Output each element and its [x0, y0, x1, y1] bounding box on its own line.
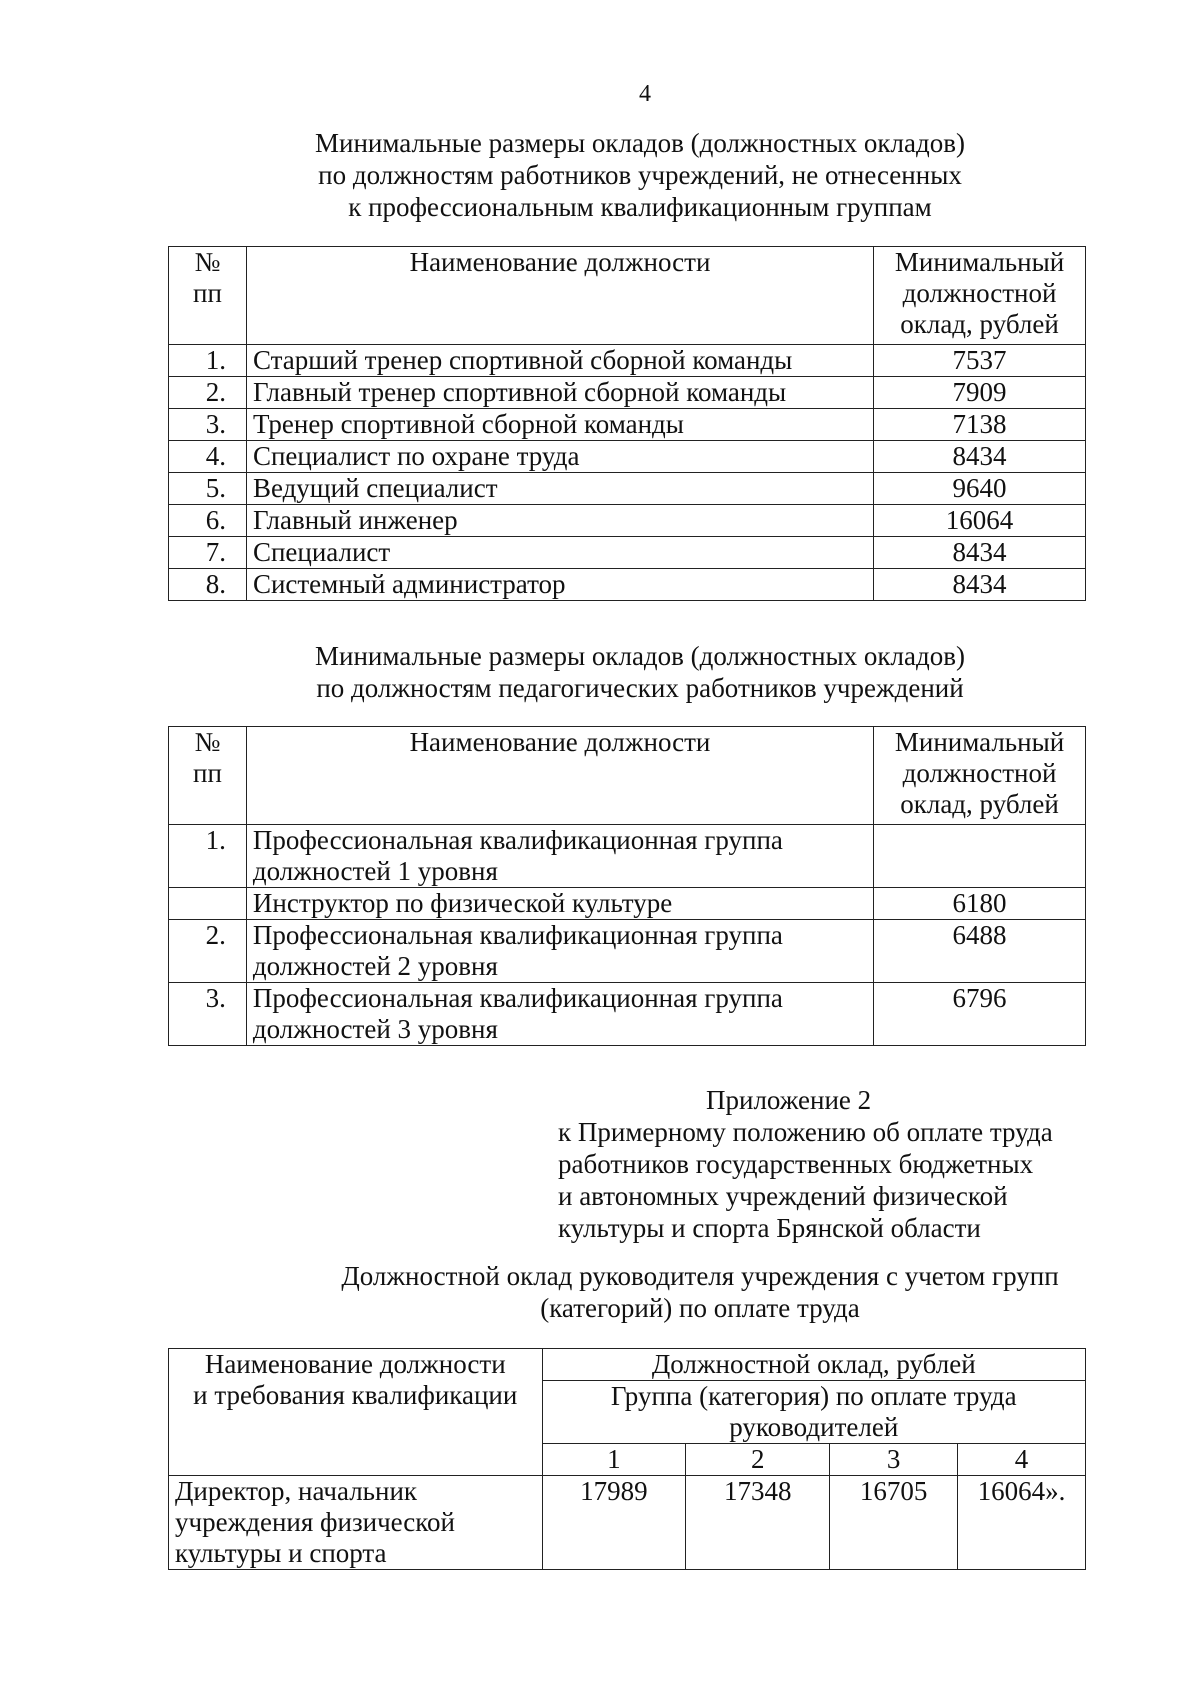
row-name: [169, 1476, 543, 1570]
section3-title: [200, 1260, 1200, 1324]
row-num: 3.: [169, 983, 247, 1046]
row-num: 1.: [169, 345, 247, 377]
row-name-line: Директор, начальник: [175, 1476, 418, 1506]
row-name: Главный инженер: [246, 505, 873, 537]
row-name: Специалист по охране труда: [246, 441, 873, 473]
header-num-line: №: [194, 247, 221, 277]
appendix-title: Приложение 2: [706, 1085, 872, 1115]
section1-title: [170, 127, 1110, 223]
header-salary-line: Минимальный: [894, 247, 1065, 277]
header-group-2: 2: [686, 1444, 830, 1476]
row-salary-group-4: 16064».: [958, 1476, 1086, 1570]
row-name: Старший тренер спортивной сборной команды: [246, 345, 873, 377]
table-row: [169, 473, 1086, 505]
row-num: 5.: [169, 473, 247, 505]
row-salary-group-3: 16705: [830, 1476, 958, 1570]
appendix-line: к Примерному положению об оплате труда: [558, 1117, 1053, 1147]
row-salary: 6796: [874, 983, 1086, 1046]
row-name: Ведущий специалист: [246, 473, 873, 505]
appendix-line: работников государственных бюджетных: [558, 1149, 1034, 1179]
row-salary: 7138: [874, 409, 1086, 441]
header-salary-line: должностной: [902, 278, 1057, 308]
row-salary: 8434: [874, 441, 1086, 473]
row-num: 4.: [169, 441, 247, 473]
row-name-line: должностей 3 уровня: [252, 1014, 498, 1044]
table-header-row: [169, 727, 1086, 825]
table-row: [169, 505, 1086, 537]
row-name: [246, 825, 873, 888]
header-group-line: Группа (категория) по оплате труда: [610, 1381, 1017, 1411]
section2-title: [170, 640, 1110, 704]
row-salary: 16064: [874, 505, 1086, 537]
header-name: [169, 1349, 543, 1476]
row-num: 6.: [169, 505, 247, 537]
row-num: 7.: [169, 537, 247, 569]
row-name: [246, 888, 873, 920]
title-line: по должностям педагогических работников учреждений: [316, 673, 964, 703]
row-name-line: должностей 2 уровня: [252, 951, 498, 981]
title-line: к профессиональным квалификационным группам: [348, 192, 932, 222]
row-name-line: Профессиональная квалификационная группа: [252, 825, 783, 855]
title-line: Должностной оклад руководителя учреждения с учетом групп: [341, 1261, 1059, 1291]
row-salary-group-2: 17348: [686, 1476, 830, 1570]
row-num: 8.: [169, 569, 247, 601]
appendix-line: и автономных учреждений физической: [558, 1181, 1008, 1211]
header-name: Наименование должности: [246, 247, 873, 345]
header-salary-line: оклад, рублей: [900, 789, 1059, 819]
table-row: [169, 537, 1086, 569]
header-group-line: руководителей: [729, 1412, 899, 1442]
row-name-line: учреждения физической: [175, 1507, 455, 1537]
header-name: Наименование должности: [246, 727, 873, 825]
title-line: (категорий) по оплате труда: [540, 1293, 860, 1323]
row-salary: 6180: [874, 888, 1086, 920]
table-row: [169, 569, 1086, 601]
row-name: Главный тренер спортивной сборной команды: [246, 377, 873, 409]
header-salary: [874, 727, 1086, 825]
header-salary-line: оклад, рублей: [900, 309, 1059, 339]
header-name-line: Наименование должности: [204, 1349, 506, 1379]
table-pedagogical-salaries: [168, 726, 1086, 1046]
row-num: 2.: [169, 377, 247, 409]
header-num-line: пп: [193, 278, 222, 308]
row-salary: 7909: [874, 377, 1086, 409]
table-non-pkg-salaries: [168, 246, 1086, 601]
row-name-line: культуры и спорта: [175, 1538, 387, 1568]
table-row: [169, 441, 1086, 473]
table-row: [169, 377, 1086, 409]
header-group-3: 3: [830, 1444, 958, 1476]
header-salary: [874, 247, 1086, 345]
row-salary: 8434: [874, 569, 1086, 601]
appendix-line: культуры и спорта Брянской области: [558, 1213, 981, 1243]
row-salary: 6488: [874, 920, 1086, 983]
header-salary-line: Минимальный: [894, 727, 1065, 757]
row-num: [169, 888, 247, 920]
row-name-line: Инструктор по физической культуре: [252, 888, 673, 918]
row-name: Тренер спортивной сборной команды: [246, 409, 873, 441]
header-salary-line: должностной: [902, 758, 1057, 788]
header-salary-title: Должностной оклад, рублей: [542, 1349, 1086, 1381]
header-name-line: и требования квалификации: [193, 1380, 518, 1410]
row-salary: [874, 825, 1086, 888]
row-num: 2.: [169, 920, 247, 983]
header-num-line: №: [194, 727, 221, 757]
table-director-salary: [168, 1348, 1086, 1570]
row-name-line: Профессиональная квалификационная группа: [252, 983, 783, 1013]
row-name: [246, 983, 873, 1046]
table-row: [169, 825, 1086, 888]
header-num: [169, 727, 247, 825]
appendix-note: [558, 1084, 1053, 1244]
page-number: 4: [639, 81, 651, 107]
row-name-line: должностей 1 уровня: [252, 856, 498, 886]
header-group: [542, 1381, 1086, 1444]
title-line: по должностям работников учреждений, не отнесенных: [318, 160, 962, 190]
table-row: [169, 920, 1086, 983]
row-num: 3.: [169, 409, 247, 441]
row-name-line: Профессиональная квалификационная группа: [252, 920, 783, 950]
header-num-line: пп: [193, 758, 222, 788]
title-line: Минимальные размеры окладов (должностных окладов): [315, 128, 965, 158]
table-header-row: [169, 247, 1086, 345]
table-row: [169, 888, 1086, 920]
table-row: [169, 345, 1086, 377]
header-group-1: 1: [542, 1444, 686, 1476]
row-num: 1.: [169, 825, 247, 888]
row-salary: 7537: [874, 345, 1086, 377]
table-row: [169, 409, 1086, 441]
row-salary: 8434: [874, 537, 1086, 569]
row-name: Системный администратор: [246, 569, 873, 601]
header-group-4: 4: [958, 1444, 1086, 1476]
table-row: [169, 983, 1086, 1046]
row-name: Специалист: [246, 537, 873, 569]
title-line: Минимальные размеры окладов (должностных окладов): [315, 641, 965, 671]
table-header-row: [169, 1349, 1086, 1381]
row-salary-group-1: 17989: [542, 1476, 686, 1570]
table-row: [169, 1476, 1086, 1570]
row-name: [246, 920, 873, 983]
row-salary: 9640: [874, 473, 1086, 505]
header-num: [169, 247, 247, 345]
